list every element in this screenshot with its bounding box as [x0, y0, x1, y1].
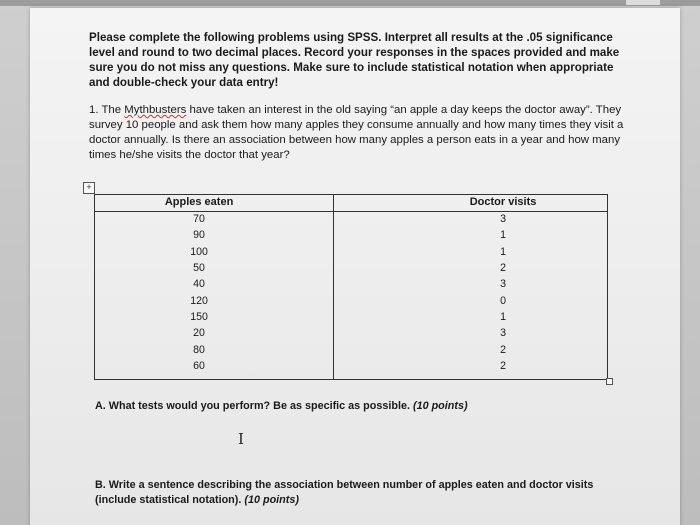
cell-doctor-visits[interactable]: 1	[500, 310, 507, 323]
table-row	[95, 211, 608, 228]
table-row	[95, 310, 608, 326]
question-1-prefix: 1. The	[89, 104, 125, 116]
cell-apples-eaten[interactable]: 70	[95, 211, 334, 228]
document-page[interactable]	[30, 8, 680, 525]
cell-doctor-visits[interactable]: 3	[500, 213, 507, 226]
cell-doctor-visits[interactable]: 2	[500, 262, 507, 274]
header-doctor-visits: Doctor visits	[334, 195, 608, 212]
table-body	[95, 211, 608, 379]
spacer-cell	[334, 375, 608, 380]
table-move-handle-icon[interactable]: +	[83, 182, 95, 194]
cell-apples-eaten[interactable]: 50	[95, 261, 334, 277]
cell-apples-eaten[interactable]: 120	[95, 293, 334, 309]
cell-doctor-visits[interactable]: 1	[500, 245, 507, 258]
table-row	[95, 261, 608, 277]
table-row	[95, 359, 608, 375]
instructions-paragraph: Please complete the following problems using SPSS. Interpret all results at the .05 significance level and round to two decimal places. Record your responses in the spaces provided and make sure you do not miss any questions. Make sure to include statistical notation when appropriate and double-check your data entry!	[89, 31, 620, 89]
cell-doctor-visits[interactable]: 3	[500, 278, 507, 291]
question-1-brand: Mythbusters	[124, 104, 187, 116]
question-1-body: have taken an interest in the old saying “an apple a day keeps the doctor away”. They survey 10 people and ask them how many apples they consume annually and how many times they visit a doctor annually. Is there an association between how many apples a person eats in a year and how many times he/she visits the doctor that year?	[89, 104, 624, 161]
table-spacer-row	[95, 375, 608, 380]
table-row	[95, 244, 608, 260]
document-content	[89, 30, 629, 163]
header-apples-eaten: Apples eaten	[95, 195, 334, 212]
question-b-points: (10 points)	[244, 494, 299, 506]
question-b	[95, 478, 595, 508]
top-bar-tab[interactable]	[626, 0, 660, 5]
cell-doctor-visits[interactable]: 0	[500, 294, 507, 307]
cell-apples-eaten[interactable]: 150	[95, 310, 334, 326]
question-a-points: (10 points)	[412, 400, 468, 412]
question-b-text: B. Write a sentence describing the association between number of apples eaten and doctor visits (include statistical notation).	[95, 479, 594, 506]
question-a	[95, 400, 468, 412]
table-row	[95, 277, 608, 293]
cell-doctor-visits[interactable]: 1	[500, 229, 507, 242]
table-header-row	[95, 195, 608, 212]
cell-apples-eaten[interactable]: 90	[95, 228, 334, 244]
question-1-paragraph	[89, 103, 629, 163]
cell-apples-eaten[interactable]: 80	[95, 342, 334, 358]
cell-doctor-visits[interactable]: 3	[500, 327, 507, 340]
table-row	[95, 293, 608, 309]
text-cursor-icon: I	[238, 430, 244, 448]
table-row	[95, 228, 608, 244]
window-top-bar	[0, 0, 700, 6]
cell-apples-eaten[interactable]: 40	[95, 277, 334, 293]
cell-apples-eaten[interactable]: 100	[95, 244, 334, 260]
cell-apples-eaten[interactable]: 60	[95, 359, 334, 375]
cell-apples-eaten[interactable]: 20	[95, 326, 334, 342]
cell-doctor-visits[interactable]: 2	[500, 343, 507, 356]
table-row	[95, 342, 608, 358]
data-table[interactable]	[94, 194, 608, 380]
table-row	[95, 326, 608, 342]
cell-doctor-visits[interactable]: 2	[500, 359, 507, 372]
spacer-cell	[95, 375, 334, 380]
table-resize-handle[interactable]	[606, 378, 613, 385]
question-a-text: A. What tests would you perform? Be as specific as possible.	[95, 400, 410, 412]
